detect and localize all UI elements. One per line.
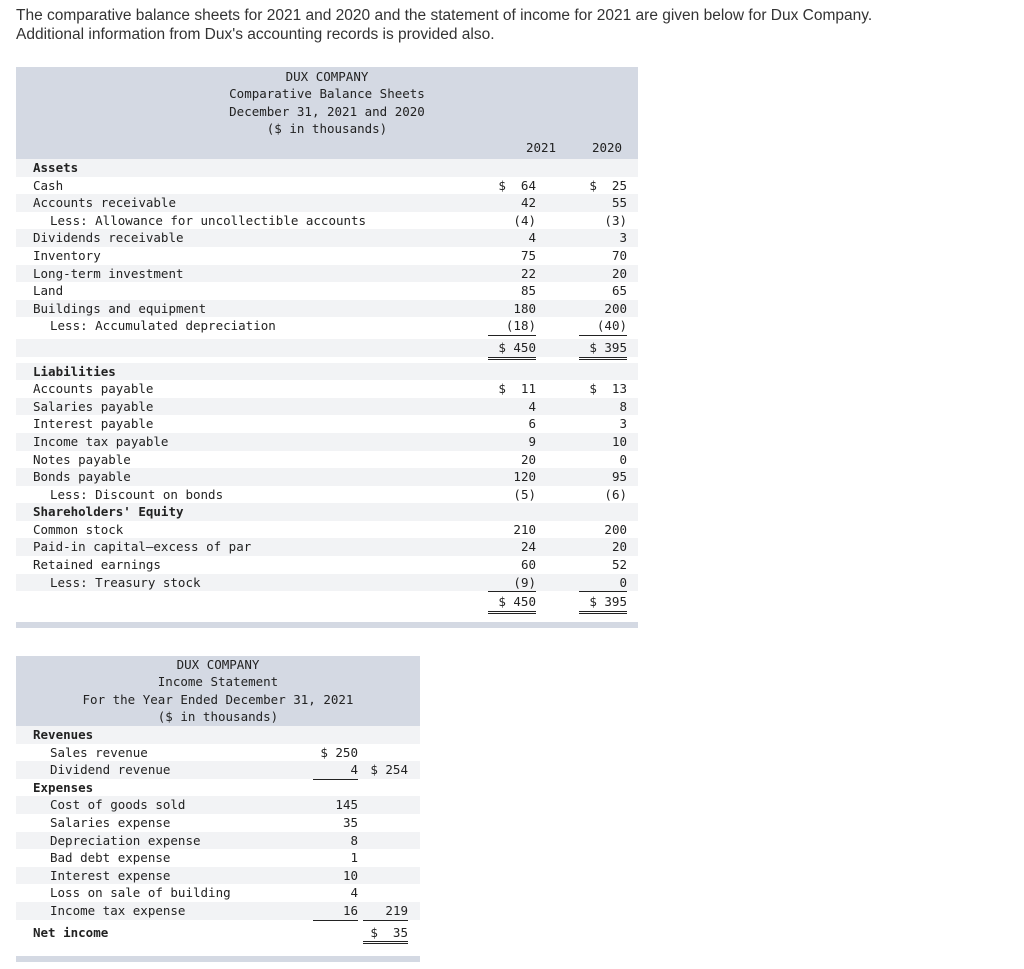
asset-row-label: Less: Allowance for uncollectible accounts bbox=[50, 212, 367, 228]
liability-row-2021: 4 bbox=[528, 398, 536, 414]
expense-row bbox=[16, 814, 420, 832]
asset-row-2021: $ 64 bbox=[498, 177, 536, 193]
asset-row-2020: $ 25 bbox=[589, 177, 627, 193]
equity-row bbox=[16, 574, 638, 592]
sales-row bbox=[16, 744, 420, 762]
liability-row-label: Interest payable bbox=[33, 416, 154, 432]
balance-sheet-bottom-bar bbox=[16, 622, 638, 628]
income-statement-body bbox=[16, 726, 420, 941]
asset-row bbox=[16, 212, 638, 230]
bs-units: ($ in thousands) bbox=[266, 121, 388, 136]
le-total-2021: $ 450 bbox=[488, 593, 536, 614]
asset-row-label: Less: Accumulated depreciation bbox=[50, 318, 276, 334]
intro-line-2: Additional information from Dux's accounting records is provided also. bbox=[16, 26, 495, 43]
asset-row-label: Land bbox=[33, 283, 64, 299]
asset-row-2021: 180 bbox=[513, 300, 536, 316]
bs-date: December 31, 2021 and 2020 bbox=[229, 104, 425, 119]
expense-row-label: Cost of goods sold bbox=[50, 797, 186, 813]
liability-row-2020: 95 bbox=[611, 469, 627, 485]
intro-line-1: The comparative balance sheets for 2021 and 2020 and the statement of income for 2021 are given below for Dux Company. bbox=[16, 7, 873, 24]
equity-row bbox=[16, 521, 638, 539]
expense-row bbox=[16, 832, 420, 850]
assets-heading-label: Assets bbox=[33, 160, 79, 175]
expense-row-label: Depreciation expense bbox=[50, 832, 201, 848]
equity-row-2021: 60 bbox=[520, 557, 536, 573]
income-statement-header bbox=[16, 656, 420, 726]
expenses-heading-label: Expenses bbox=[33, 779, 94, 795]
expense-row-label: Loss on sale of building bbox=[50, 885, 231, 901]
asset-row-label: Long-term investment bbox=[33, 265, 184, 281]
bs-col-2020: 2020 bbox=[591, 140, 623, 155]
asset-row-2020: (3) bbox=[604, 212, 627, 228]
intro-text bbox=[16, 6, 1021, 44]
asset-row-2020: 65 bbox=[611, 283, 627, 299]
expense-row-amount: 4 bbox=[350, 885, 358, 901]
asset-row-2021: (4) bbox=[513, 212, 536, 228]
liability-row-label: Notes payable bbox=[33, 451, 131, 467]
equity-row-label: Retained earnings bbox=[33, 557, 161, 573]
equity-row-2020: 200 bbox=[604, 521, 627, 537]
equity-heading-label: Shareholders' Equity bbox=[33, 504, 184, 520]
liabilities-heading-label: Liabilities bbox=[33, 363, 116, 379]
dividend-row bbox=[16, 761, 420, 779]
liability-row-label: Less: Discount on bonds bbox=[50, 486, 224, 502]
asset-row-2021: 85 bbox=[520, 283, 536, 299]
expense-row bbox=[16, 867, 420, 885]
expense-row-amount: 1 bbox=[350, 850, 358, 866]
asset-row-2021: 75 bbox=[520, 247, 536, 263]
bs-title: Comparative Balance Sheets bbox=[229, 86, 425, 101]
equity-row-2020: 20 bbox=[611, 539, 627, 555]
tax-row-label: Income tax expense bbox=[50, 902, 186, 918]
equity-row-label: Paid-in capital—excess of par bbox=[33, 539, 252, 555]
asset-row-2021: 22 bbox=[520, 265, 536, 281]
liability-row-2021: 120 bbox=[513, 469, 536, 485]
revenues-heading-label: Revenues bbox=[33, 727, 94, 742]
assets-total bbox=[16, 339, 638, 357]
le-total-2020: $ 395 bbox=[579, 593, 627, 614]
liability-row bbox=[16, 468, 638, 486]
equity-row-2021: 210 bbox=[513, 521, 536, 537]
asset-row-2020: 3 bbox=[619, 230, 627, 246]
assets-total-2021: $ 450 bbox=[488, 339, 536, 360]
liability-row-2021: 6 bbox=[528, 416, 536, 432]
liability-row-label: Bonds payable bbox=[33, 469, 131, 485]
tax-row-total: 219 bbox=[363, 902, 408, 921]
expense-row-amount: 10 bbox=[342, 867, 358, 883]
dividend-row-label: Dividend revenue bbox=[50, 762, 171, 778]
tax-row-amount: 16 bbox=[313, 902, 358, 921]
expense-row-label: Salaries expense bbox=[50, 814, 171, 830]
asset-row-2020: (40) bbox=[579, 317, 627, 336]
income-statement bbox=[16, 656, 420, 941]
liability-row-2021: 9 bbox=[528, 433, 536, 449]
expense-row-amount: 145 bbox=[335, 797, 358, 813]
equity-row bbox=[16, 556, 638, 574]
is-title: Income Statement bbox=[157, 674, 279, 689]
bs-col-2021: 2021 bbox=[525, 140, 557, 155]
asset-row-label: Buildings and equipment bbox=[33, 300, 207, 316]
asset-row bbox=[16, 265, 638, 283]
equity-heading bbox=[16, 503, 638, 521]
sales-row-amount: $ 250 bbox=[320, 744, 358, 760]
balance-sheet bbox=[16, 67, 638, 611]
liability-row bbox=[16, 415, 638, 433]
expense-row-amount: 8 bbox=[350, 832, 358, 848]
sales-row-label: Sales revenue bbox=[50, 744, 148, 760]
asset-row-2021: (18) bbox=[488, 317, 536, 336]
expense-row-amount: 35 bbox=[342, 814, 358, 830]
income-statement-bottom-bar bbox=[16, 956, 420, 962]
liability-row bbox=[16, 486, 638, 504]
asset-row bbox=[16, 247, 638, 265]
liability-row-2020: 3 bbox=[619, 416, 627, 432]
asset-row-2021: 4 bbox=[528, 230, 536, 246]
bs-company: DUX COMPANY bbox=[285, 69, 369, 84]
asset-row bbox=[16, 194, 638, 212]
net-income-row-total: $ 35 bbox=[363, 924, 408, 945]
is-units: ($ in thousands) bbox=[157, 709, 279, 724]
revenues-heading bbox=[16, 726, 420, 744]
liability-row-label: Income tax payable bbox=[33, 433, 169, 449]
is-period: For the Year Ended December 31, 2021 bbox=[82, 692, 354, 707]
liability-row-2020: 8 bbox=[619, 398, 627, 414]
expense-row bbox=[16, 849, 420, 867]
dividend-row-total: $ 254 bbox=[370, 762, 408, 778]
equity-row-label: Common stock bbox=[33, 521, 124, 537]
le-total bbox=[16, 593, 638, 611]
equity-row-2021: (9) bbox=[488, 574, 536, 593]
asset-row-2020: 20 bbox=[611, 265, 627, 281]
asset-row bbox=[16, 282, 638, 300]
liability-row-2020: $ 13 bbox=[589, 381, 627, 397]
assets-total-2020: $ 395 bbox=[579, 339, 627, 360]
asset-row-2020: 55 bbox=[611, 195, 627, 211]
liability-row bbox=[16, 398, 638, 416]
net-income-row bbox=[16, 924, 420, 942]
liability-row-label: Salaries payable bbox=[33, 398, 154, 414]
equity-row bbox=[16, 538, 638, 556]
expense-row bbox=[16, 796, 420, 814]
equity-row-label: Less: Treasury stock bbox=[50, 574, 201, 590]
is-company: DUX COMPANY bbox=[176, 657, 260, 672]
liability-row bbox=[16, 380, 638, 398]
expense-row-label: Bad debt expense bbox=[50, 850, 171, 866]
balance-sheet-header bbox=[16, 67, 638, 159]
net-income-row-label: Net income bbox=[33, 924, 109, 940]
equity-row-2020: 0 bbox=[579, 574, 627, 593]
asset-row bbox=[16, 317, 638, 335]
dividend-row-amount: 4 bbox=[313, 761, 358, 780]
equity-row-2020: 52 bbox=[611, 557, 627, 573]
assets-heading bbox=[16, 159, 638, 177]
liability-row-label: Accounts payable bbox=[33, 381, 154, 397]
expenses-heading bbox=[16, 779, 420, 797]
asset-row-2021: 42 bbox=[520, 195, 536, 211]
liability-row-2021: 20 bbox=[520, 451, 536, 467]
asset-row-label: Accounts receivable bbox=[33, 195, 176, 211]
expense-row-label: Interest expense bbox=[50, 867, 171, 883]
equity-row-2021: 24 bbox=[520, 539, 536, 555]
liability-row-2021: (5) bbox=[513, 486, 536, 502]
expense-row bbox=[16, 884, 420, 902]
balance-sheet-body bbox=[16, 159, 638, 611]
liability-row bbox=[16, 433, 638, 451]
liability-row-2020: (6) bbox=[604, 486, 627, 502]
asset-row-label: Dividends receivable bbox=[33, 230, 184, 246]
liability-row-2020: 0 bbox=[619, 451, 627, 467]
asset-row-2020: 70 bbox=[611, 247, 627, 263]
asset-row bbox=[16, 177, 638, 195]
asset-row-label: Cash bbox=[33, 177, 64, 193]
liability-row-2020: 10 bbox=[611, 433, 627, 449]
liability-row bbox=[16, 451, 638, 469]
liabilities-heading bbox=[16, 363, 638, 381]
liability-row-2021: $ 11 bbox=[498, 381, 536, 397]
asset-row bbox=[16, 300, 638, 318]
asset-row bbox=[16, 229, 638, 247]
asset-row-label: Inventory bbox=[33, 247, 101, 263]
asset-row-2020: 200 bbox=[604, 300, 627, 316]
tax-row bbox=[16, 902, 420, 920]
